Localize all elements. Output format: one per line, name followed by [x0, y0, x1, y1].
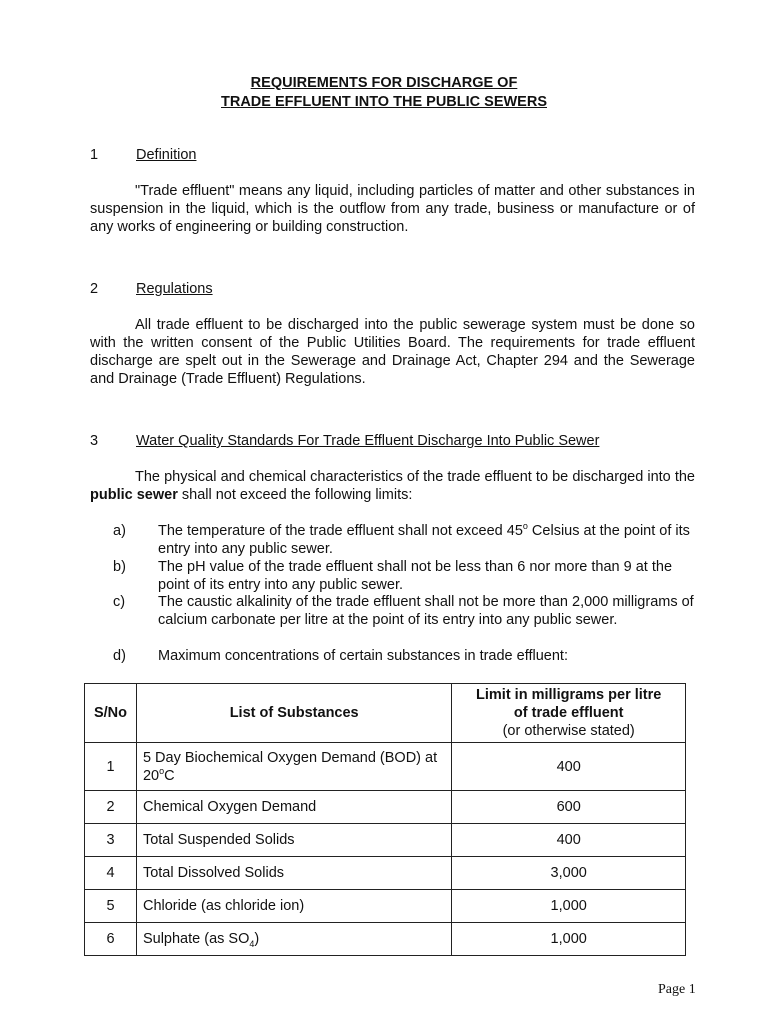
section-3-paragraph	[90, 468, 695, 504]
cell-limit: 400	[452, 824, 686, 857]
list-item-text: Maximum concentrations of certain substances in trade effluent:	[158, 648, 568, 664]
section-3-text-before: The physical and chemical characteristics of the trade effluent to be discharged into the	[135, 469, 695, 485]
substances-table	[84, 683, 686, 956]
section-2-paragraph	[90, 316, 695, 388]
table-row	[85, 743, 686, 791]
cell-substance: Total Suspended Solids	[136, 824, 451, 857]
list-item-label: c)	[113, 594, 126, 610]
title-line-2: TRADE EFFLUENT INTO THE PUBLIC SEWERS	[221, 94, 547, 110]
table-row	[85, 890, 686, 923]
cell-limit: 1,000	[452, 890, 686, 923]
list-item-label: a)	[113, 523, 126, 539]
section-2-heading: Regulations	[136, 281, 213, 297]
cell-sno: 1	[85, 743, 137, 791]
section-3-text-after: shall not exceed the following limits:	[181, 487, 413, 503]
cell-substance: Total Dissolved Solids	[136, 857, 451, 890]
table-row	[85, 791, 686, 824]
cell-sno: 3	[85, 824, 137, 857]
cell-limit: 400	[452, 743, 686, 791]
list-item-label: d)	[113, 648, 126, 664]
section-3-heading: Water Quality Standards For Trade Effluent Discharge Into Public Sewer	[136, 433, 600, 449]
section-2-text: All trade effluent to be discharged into the public sewerage system must be done so with the written consent of the Public Utilities Board. The requirements for trade effluent discharge are spelt out in the Sewerage and Drainage Act, Chapter 294 and the Sewerage and Drainage (Trade Effluent) Regulations.	[90, 317, 695, 387]
table-row	[85, 857, 686, 890]
cell-sno: 4	[85, 857, 137, 890]
cell-sno: 5	[85, 890, 137, 923]
section-1-text: "Trade effluent" means any liquid, including particles of matter and other substances in suspension in the liquid, which is the outflow from any trade, business or manufacture or of any works of engineering or building construction.	[90, 183, 695, 235]
header-substance: List of Substances	[136, 684, 451, 743]
list-item-text: The pH value of the trade effluent shall not be less than 6 nor more than 9 at the point of its entry into any public sewer.	[158, 559, 673, 593]
cell-sno: 2	[85, 791, 137, 824]
section-3-text-bold: public sewer	[90, 487, 178, 503]
table-header-row	[85, 684, 686, 743]
header-limit: Limit in milligrams per litre of trade effluent (or otherwise stated)	[452, 684, 686, 743]
section-1-heading: Definition	[136, 147, 197, 163]
cell-substance: Chloride (as chloride ion)	[136, 890, 451, 923]
cell-substance: Sulphate (as $SO_4$)	[136, 923, 451, 956]
title-line-1: REQUIREMENTS FOR DISCHARGE OF	[250, 75, 518, 91]
section-3-number: 3	[90, 433, 99, 449]
section-1-number: 1	[90, 147, 99, 163]
table-row	[85, 923, 686, 956]
list-item-text: The temperature of the trade effluent shall not exceed 45$^o$ Celsius at the point of its entry into any public sewer.	[158, 521, 690, 557]
section-1-paragraph	[90, 182, 695, 236]
cell-limit: 3,000	[452, 857, 686, 890]
section-2-number: 2	[90, 281, 99, 297]
list-item-text: The caustic alkalinity of the trade effluent shall not be more than 2,000 milligrams of calcium carbonate per litre at the point of its entry into any public sewer.	[158, 594, 694, 628]
document-title	[0, 74, 768, 112]
header-sno: S/No	[85, 684, 137, 743]
cell-limit: 1,000	[452, 923, 686, 956]
cell-substance: 5 Day Biochemical Oxygen Demand (BOD) at 20$^o$C	[136, 743, 451, 791]
cell-limit: 600	[452, 791, 686, 824]
table-row	[85, 824, 686, 857]
list-item-label: b)	[113, 559, 126, 575]
cell-sno: 6	[85, 923, 137, 956]
page-number: Page 1	[658, 982, 696, 997]
cell-substance: Chemical Oxygen Demand	[136, 791, 451, 824]
